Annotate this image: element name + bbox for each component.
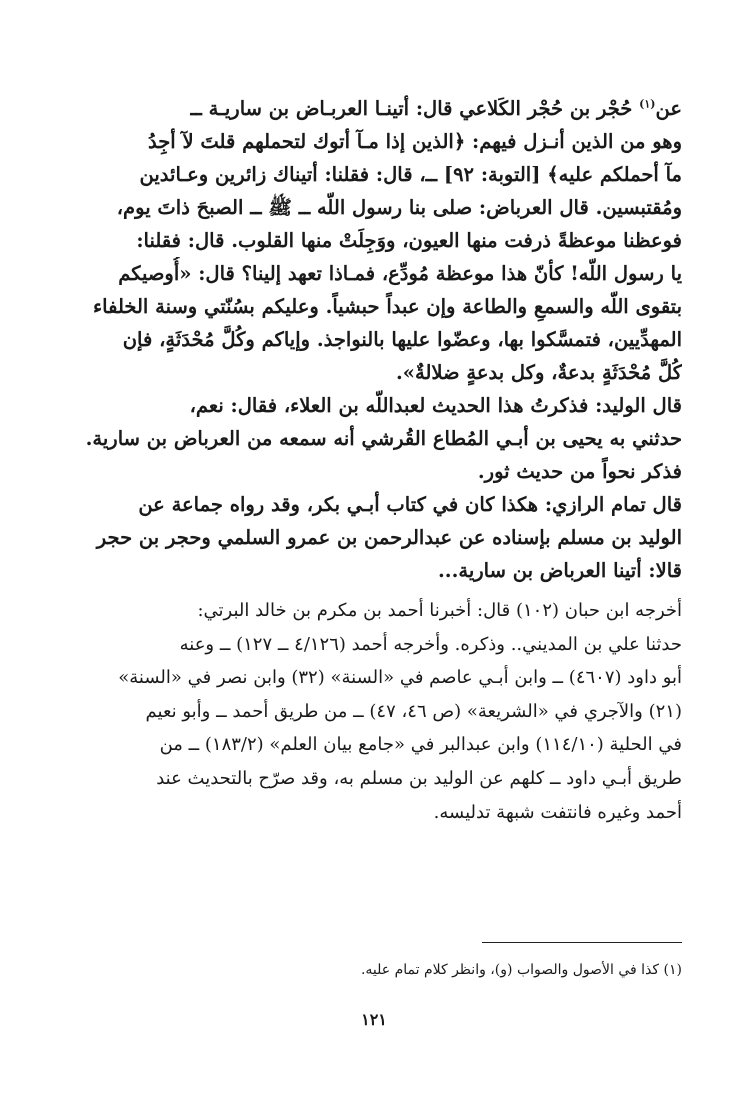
text-line: أخرجه ابن حبان (١٠٢) قال: أخبرنا أحمد بن مكرم بن خالد البرتي: <box>197 600 682 621</box>
text-line: حدثني به يحيى بن أبـي المُطاع القُرشي أنه سمعه من العرباض بن سارية. <box>85 427 682 450</box>
text-line: فوعظنا موعظةً ذرفت منها العيون، ووَجِلَتْ منها القلوب. قال: فقلنا: <box>136 229 682 252</box>
takhrij-paragraph <box>66 594 682 829</box>
page-number: ١٢١ <box>361 1010 387 1029</box>
text-line: كُلَّ مُحْدَثَةٍ بدعةٌ، وكل بدعةٍ ضلالةٌ». <box>396 361 682 384</box>
footnote-marker: (١) <box>639 97 656 111</box>
walid-paragraph <box>66 389 682 488</box>
footnote-divider <box>482 942 682 943</box>
text-line: عن$^{(١)}$ حُجْر بن حُجْر الكَلاعي قال: أتينـا العربـاض بن ساريـة ــ <box>190 97 682 120</box>
text-line: طريق أبـي داود ــ كلهم عن الوليد بن مسلم به، وقد صرّح بالتحديث عند <box>156 767 682 789</box>
text-line: ومُقتبسين. قال العرباض: صلى بنا رسول اللّه ــ ﷺ ــ الصبحَ ذاتَ يوم، <box>116 196 682 219</box>
footnote: (١) كذا في الأصول والصواب (و)، وانظر كلام تمام عليه. <box>360 962 682 978</box>
text-line: أبو داود (٤٦٠٧) ــ وابن أبـي عاصم في «السنة» (٣٢) وابن نصر في «السنة» <box>118 667 682 689</box>
text-line: أحمد وغيره فانتفت شبهة تدليسه. <box>433 801 682 823</box>
text-line: حدثنا علي بن المديني.. وذكره. وأخرجه أحمد (٤/١٢٦ ــ ١٢٧) ــ وعنه <box>179 633 682 655</box>
text-line: بتقوى اللّه والسمعِ والطاعة وإن عبداً حبشياً. وعليكم بسُنّتي وسنة الخلفاء <box>92 295 682 318</box>
text-line: الوليد بن مسلم بإسناده عن عبدالرحمن بن عمرو السلمي وحجر بن حجر <box>96 526 682 549</box>
text-line: في الحلية (١١٤/١٠) وابن عبدالبر في «جامع بيان العلم» (١٨٣/٢) ــ من <box>159 734 682 756</box>
main-text <box>66 92 682 829</box>
text-line: (٢١) والآجري في «الشريعة» (ص ٤٦، ٤٧) ــ من طريق أحمد ــ وأبو نعيم <box>145 700 682 722</box>
text-line: قالا: أتينا العرباض بن سارية... <box>438 559 682 582</box>
paragraph-gap <box>66 587 682 594</box>
text-line: قال تمام الرازي: هكذا كان في كتاب أبـي بكر، وقد رواه جماعة عن <box>138 493 682 516</box>
tamam-paragraph <box>66 488 682 587</box>
text-line: وهو من الذين أنـزل فيهم: ﴿الذين إذا مـآ أتوك لتحملهم قلتَ لآ أجِدُ <box>147 130 682 153</box>
text-line: يا رسول اللّه! كأنّ هذا موعظة مُودِّع، فمـاذا تعهد إلينا؟ قال: «أُوصيكم <box>118 262 682 285</box>
hadith-paragraph <box>66 92 682 389</box>
text-line: مآ أحملكم عليه﴾ [التوبة: ٩٢] ــ، قال: فقلنا: أتيناك زائرين وعـائدين <box>139 163 682 186</box>
text-line: المهدِّيين، فتمسَّكوا بها، وعضّوا عليها بالنواجذ. وإياكم وكُلَّ مُحْدَثَةٍ، فإن <box>122 328 682 351</box>
text-line: فذكر نحواً من حديث ثور. <box>477 460 682 483</box>
text-line: قال الوليد: فذكرتُ هذا الحديث لعبداللّه بن العلاء، فقال: نعم، <box>189 394 682 417</box>
